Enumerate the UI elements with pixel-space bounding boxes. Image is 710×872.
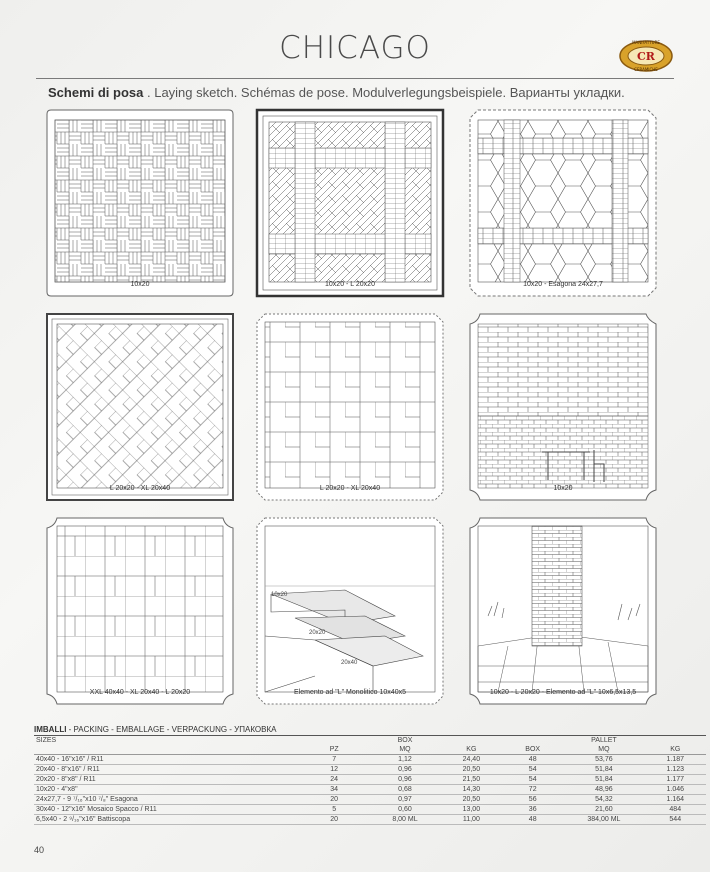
pallet-box-cell: 36 [502, 805, 563, 815]
laying-pattern-tile-1 [45, 108, 235, 298]
col-pallet-mq-label: MQ [598, 746, 610, 753]
box-kg-cell: 21,50 [441, 775, 502, 785]
col-box-kg: KG [441, 736, 502, 755]
col-pallet-box: BOX [502, 736, 563, 755]
pz-cell: 5 [299, 805, 369, 815]
tile-caption: L 20x20 - XL 20x40 [319, 485, 381, 492]
pallet-mq-cell: 21,60 [563, 805, 644, 815]
hexagon-pattern-icon [468, 108, 658, 298]
pz-cell: 34 [299, 785, 369, 795]
size-cell: 30x40 - 12"x16" Mosaico Spacco / R11 [34, 805, 299, 815]
laying-pattern-tile-8 [255, 516, 445, 706]
pallet-box-cell: 54 [502, 775, 563, 785]
pallet-mq-cell: 54,32 [563, 795, 644, 805]
pallet-mq-cell: 51,84 [563, 765, 644, 775]
tile-caption: 10x20 - Esagona 24x27,7 [523, 281, 603, 288]
pz-cell: 24 [299, 775, 369, 785]
table-row [34, 815, 706, 825]
pallet-box-cell: 48 [502, 755, 563, 765]
col-box-mq [369, 736, 440, 755]
box-mq-cell: 0,96 [369, 775, 440, 785]
page-number: 40 [34, 845, 45, 855]
pallet-box-cell: 72 [502, 785, 563, 795]
laying-pattern-tile-7 [45, 516, 235, 706]
laying-pattern-tile-5 [255, 312, 445, 502]
box-mq-cell: 0,68 [369, 785, 440, 795]
tile-caption: L 20x20 - XL 20x40 [109, 485, 171, 492]
size-cell: 20x20 - 8"x8" / R11 [34, 775, 299, 785]
tile-caption: 10x20 [553, 485, 573, 492]
col-box-mq-label: MQ [399, 746, 411, 753]
page-title: CHICAGO [279, 30, 431, 66]
pallet-mq-cell: 51,84 [563, 775, 644, 785]
size-cell: 10x20 - 4"x8" [34, 785, 299, 795]
pz-cell: 7 [299, 755, 369, 765]
box-kg-cell: 13,00 [441, 805, 502, 815]
tile-caption: 10x20 - L 20x20 [325, 281, 375, 288]
pallet-kg-cell: 1.187 [645, 755, 707, 765]
laying-pattern-tile-3 [468, 108, 658, 298]
pallet-box-cell: 48 [502, 815, 563, 825]
packing-section [34, 725, 706, 825]
pallet-box-cell: 54 [502, 765, 563, 775]
box-kg-cell: 20,50 [441, 765, 502, 775]
box-kg-cell: 14,30 [441, 785, 502, 795]
col-pz: PZ [299, 736, 369, 755]
logo-top-text: MANIFATTURE [632, 40, 660, 45]
diagonal-pattern-icon [45, 312, 235, 502]
group-box: BOX [397, 737, 413, 744]
table-row [34, 775, 706, 785]
pallet-box-cell: 56 [502, 795, 563, 805]
subtitle-bold: Schemi di posa [48, 85, 144, 100]
pz-cell: 20 [299, 795, 369, 805]
logo-bottom-text: CERAMICHE [634, 67, 658, 72]
size-cell: 40x40 - 16"x16" / R11 [34, 755, 299, 765]
packing-header-row [34, 736, 706, 755]
table-row [34, 765, 706, 775]
pallet-kg-cell: 544 [645, 815, 707, 825]
size-cell: 24x27,7 - 9 ⁷/₁₆"x10 ⁷/₈" Esagona [34, 795, 299, 805]
sizes-header: SIZES [34, 736, 299, 755]
box-mq-cell: 0,96 [369, 765, 440, 775]
packing-heading [34, 725, 706, 736]
tile-caption: 10x20 [130, 281, 150, 288]
laying-pattern-tile-4 [45, 312, 235, 502]
subtitle-rest: . Laying sketch. Schémas de pose. Modulverlegungsbeispiele. Варианты укладки. [143, 85, 625, 100]
box-kg-cell: 20,50 [441, 795, 502, 805]
pallet-kg-cell: 484 [645, 805, 707, 815]
laying-pattern-tile-9 [468, 516, 658, 706]
brand-logo-icon [618, 36, 674, 76]
stairs-icon [255, 516, 445, 706]
table-row [34, 805, 706, 815]
stairs-label-1: 10x20 [271, 592, 288, 598]
laying-sketch-subtitle [48, 85, 625, 100]
box-mq-cell: 1,12 [369, 755, 440, 765]
pallet-kg-cell: 1.046 [645, 785, 707, 795]
table-row [34, 785, 706, 795]
packing-heading-bold: IMBALLI [34, 725, 67, 734]
packing-heading-rest: - PACKING - EMBALLAGE - VERPACKUNG - УПАКОВКА [66, 725, 277, 734]
box-mq-cell: 0,97 [369, 795, 440, 805]
stepped-pattern-icon [255, 312, 445, 502]
pillar-icon [468, 516, 658, 706]
basketweave-pattern-icon [45, 108, 235, 298]
logo-mid-text: CR [637, 50, 655, 63]
pallet-mq-cell: 384,00 ML [563, 815, 644, 825]
tile-caption: Elemento ad "L" Monolitico 10x40x5 [294, 689, 406, 696]
tile-caption: 10x20 - L 20x20 - Elemento ad "L" 10x6,5x13,5 [489, 689, 637, 696]
box-kg-cell: 11,00 [441, 815, 502, 825]
size-cell: 6,5x40 - 2 ⁹/₁₆"x16" Battiscopa [34, 815, 299, 825]
herringbone-grid-pattern-icon [255, 108, 445, 298]
table-row [34, 795, 706, 805]
title-rule [36, 78, 674, 79]
box-mq-cell: 8,00 ML [369, 815, 440, 825]
pz-cell: 12 [299, 765, 369, 775]
brick-room-icon [468, 312, 658, 502]
box-kg-cell: 24,40 [441, 755, 502, 765]
pallet-kg-cell: 1.123 [645, 765, 707, 775]
col-pallet-kg: KG [645, 736, 707, 755]
group-pallet: PALLET [591, 737, 617, 744]
stairs-label-3: 20x40 [341, 660, 358, 666]
stairs-label-2: 20x20 [309, 630, 326, 636]
laying-pattern-tile-2 [255, 108, 445, 298]
pallet-mq-cell: 53,76 [563, 755, 644, 765]
size-cell: 20x40 - 8"x16" / R11 [34, 765, 299, 775]
pz-cell: 20 [299, 815, 369, 825]
packing-table [34, 736, 706, 825]
pallet-kg-cell: 1.177 [645, 775, 707, 785]
tile-caption: XXL 40x40 - XL 20x40 - L 20x20 [89, 689, 191, 696]
col-pallet-mq [563, 736, 644, 755]
box-mq-cell: 0,60 [369, 805, 440, 815]
modular-pattern-icon [45, 516, 235, 706]
pallet-kg-cell: 1.164 [645, 795, 707, 805]
laying-pattern-tile-6 [468, 312, 658, 502]
pallet-mq-cell: 48,96 [563, 785, 644, 795]
table-row [34, 755, 706, 765]
